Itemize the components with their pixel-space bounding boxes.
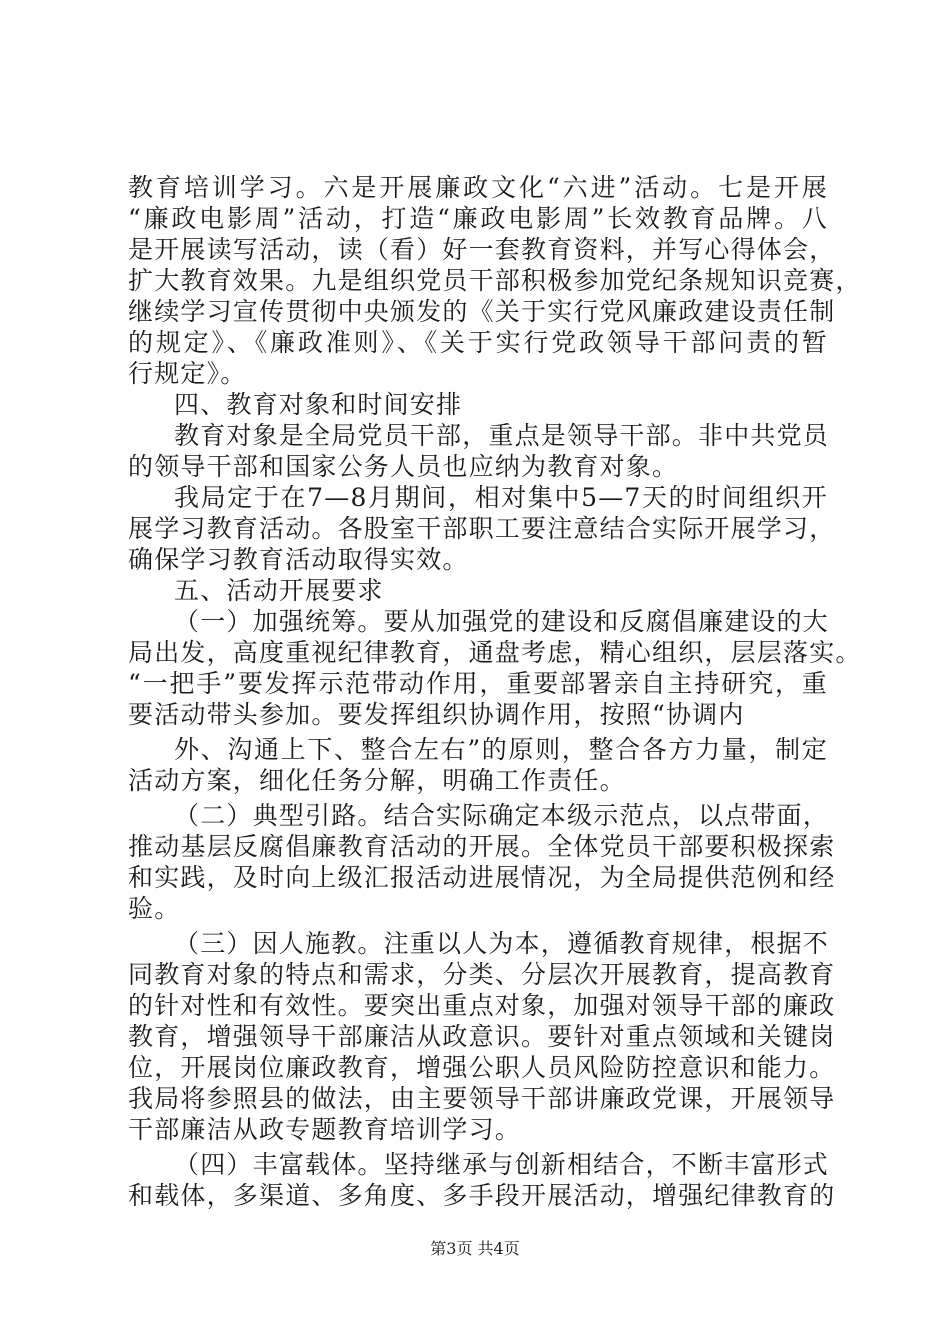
text-line: 扩大教育效果。九是组织党员干部积极参加党纪条规知识竞赛， (128, 266, 862, 295)
text-line: （四）丰富载体。坚持继承与创新相结合，不断丰富形式 (174, 1150, 830, 1179)
text-line: 外、沟通上下、整合左右”的原则，整合各方力量，制定 (174, 735, 828, 764)
text-line: （二）典型引路。结合实际确定本级示范点，以点带面， (174, 801, 830, 830)
text-line: 要活动带头参加。要发挥组织协调作用，按照“协调内 (128, 700, 745, 729)
text-line: 的规定》、《廉政准则》、《关于实行党政领导干部问责的暂 (128, 328, 828, 357)
text-line: 验。 (128, 894, 181, 923)
text-line: 五、活动开展要求 (174, 576, 384, 605)
text-line: 的领导干部和国家公务人员也应纳为教育对象。 (128, 452, 679, 481)
page-footer: 第3页 共4页 (430, 1239, 520, 1258)
text-line: 活动方案，细化任务分解，明确工作责任。 (128, 766, 626, 795)
text-line: “一把手”要发挥示范带动作用，重要部署亲自主持研究，重 (128, 669, 828, 698)
text-line: 干部廉洁从政专题教育培训学习。 (128, 1115, 522, 1144)
text-line: 我局定于在7—8月期间，相对集中5—7天的时间组织开 (174, 483, 828, 512)
text-line: 的针对性和有效性。要突出重点对象，加强对领导干部的廉政 (128, 991, 836, 1020)
text-line: 局出发，高度重视纪律教育，通盘考虑，精心组织，层层落实。 (128, 638, 862, 667)
text-line: 推动基层反腐倡廉教育活动的开展。全体党员干部要积极探索 (128, 832, 836, 861)
text-line: 四、教育对象和时间安排 (174, 390, 463, 419)
text-line: 和载体，多渠道、多角度、多手段开展活动，增强纪律教育的 (128, 1181, 836, 1210)
text-line: 教育，增强领导干部廉洁从政意识。要针对重点领域和关键岗 (128, 1022, 836, 1051)
text-line: 确保学习教育活动取得实效。 (128, 545, 469, 574)
text-line: 继续学习宣传贯彻中央颁发的《关于实行党风廉政建设责任制 (128, 297, 836, 326)
text-line: （三）因人施教。注重以人为本，遵循教育规律，根据不 (174, 929, 830, 958)
text-line: 行规定》。 (128, 359, 247, 388)
text-line: 位，开展岗位廉政教育，增强公职人员风险防控意识和能力。 (128, 1053, 836, 1082)
text-line: 是开展读写活动，读（看）好一套教育资料，并写心得体会， (128, 235, 836, 264)
text-line: 和实践，及时向上级汇报活动进展情况，为全局提供范例和经 (128, 863, 836, 892)
text-line: 我局将参照县的做法，由主要领导干部讲廉政党课，开展领导 (128, 1084, 836, 1113)
text-line: “廉政电影周”活动，打造“廉政电影周”长效教育品牌。八 (128, 204, 828, 233)
text-line: 展学习教育活动。各股室干部职工要注意结合实际开展学习， (128, 514, 836, 543)
text-line: 教育对象是全局党员干部，重点是领导干部。非中共党员 (174, 421, 830, 450)
document-body (128, 172, 862, 1211)
text-line: （一）加强统筹。要从加强党的建设和反腐倡廉建设的大 (174, 607, 830, 636)
text-line: 同教育对象的特点和需求，分类、分层次开展教育，提高教育 (128, 960, 836, 989)
text-line: 教育培训学习。六是开展廉政文化“六进”活动。七是开展 (128, 173, 828, 202)
